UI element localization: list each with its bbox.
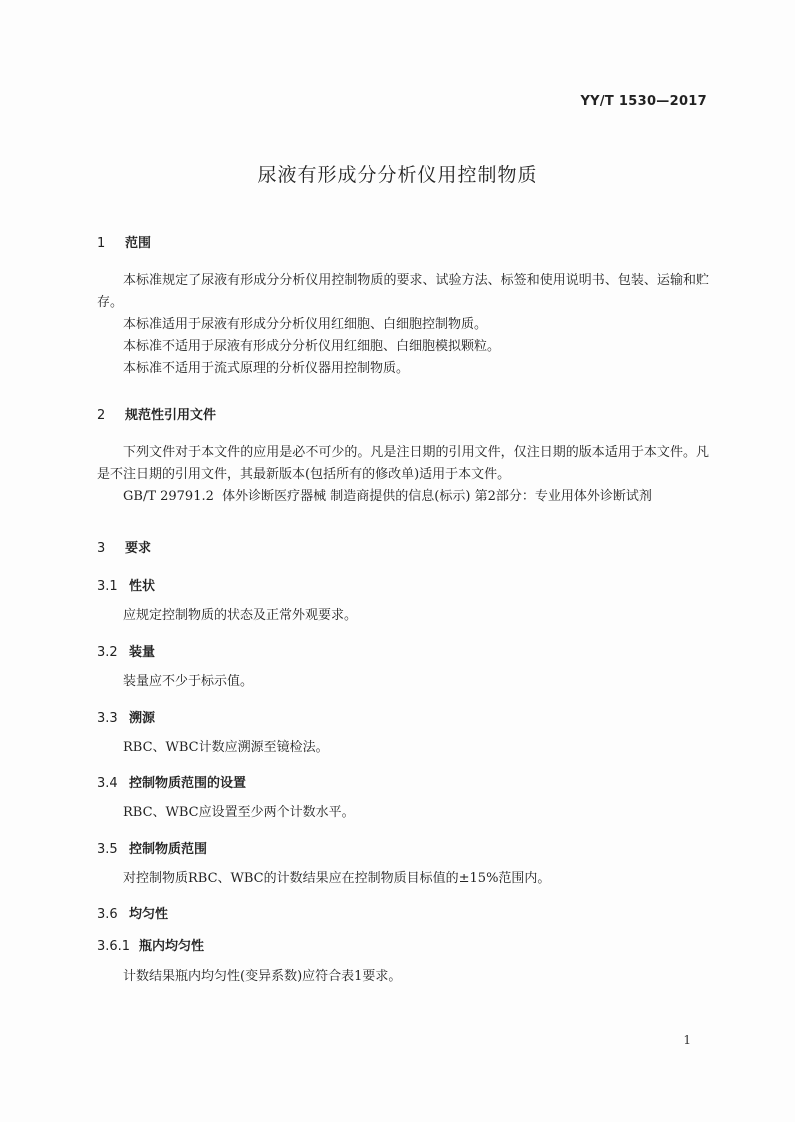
page-title: 尿液有形成分分析仪用控制物质: [257, 164, 538, 186]
subsection-heading-3-4: 3.4 控制物质范围的设置: [97, 776, 247, 791]
paragraph: 下列文件对于本文件的应用是必不可少的。凡是注日期的引用文件，仅注日期的版本适用于本文件。凡是不注日期的引用文件，其最新版本(包括所有的修改单)适用于本文件。: [97, 445, 709, 482]
subsection-heading-3-5: 3.5 控制物质范围: [97, 842, 208, 857]
section-heading-3: 3 要求: [97, 541, 152, 556]
paragraph: 对控制物质RBC、WBC的计数结果应在控制物质目标值的±15%范围内。: [123, 871, 551, 886]
paragraph: 应规定控制物质的状态及正常外观要求。: [123, 608, 358, 623]
paragraph: 装量应不少于标示值。: [123, 674, 254, 689]
standard-code: YY/T 1530—2017: [580, 94, 707, 109]
page-number: 1: [683, 1033, 691, 1047]
paragraph: 本标准适用于尿液有形成分分析仪用红细胞、白细胞控制物质。: [123, 317, 488, 332]
section-heading-2: 2 规范性引用文件: [97, 408, 217, 423]
paragraph: RBC、WBC计数应溯源至镜检法。: [123, 740, 329, 755]
subsection-heading-3-6: 3.6 均匀性: [97, 907, 169, 922]
subsection-heading-3-6-1: 3.6.1 瓶内均匀性: [97, 939, 205, 954]
paragraph: 计数结果瓶内均匀性(变异系数)应符合表1要求。: [123, 969, 402, 984]
paragraph: RBC、WBC应设置至少两个计数水平。: [123, 805, 355, 820]
section-heading-1: 1 范围: [97, 236, 152, 251]
paragraph: 本标准不适用于尿液有形成分分析仪用红细胞、白细胞模拟颗粒。: [123, 339, 501, 354]
reference-entry: GB/T 29791.2 体外诊断医疗器械 制造商提供的信息(标示) 第2部分：专业用体外诊断试剂: [123, 489, 652, 504]
paragraph: 本标准不适用于流式原理的分析仪器用控制物质。: [123, 361, 410, 376]
paragraph: 本标准规定了尿液有形成分分析仪用控制物质的要求、试验方法、标签和使用说明书、包装、运输和贮存。: [97, 273, 709, 310]
subsection-heading-3-3: 3.3 溯源: [97, 711, 156, 726]
subsection-heading-3-1: 3.1 性状: [97, 579, 156, 594]
subsection-heading-3-2: 3.2 装量: [97, 645, 156, 660]
